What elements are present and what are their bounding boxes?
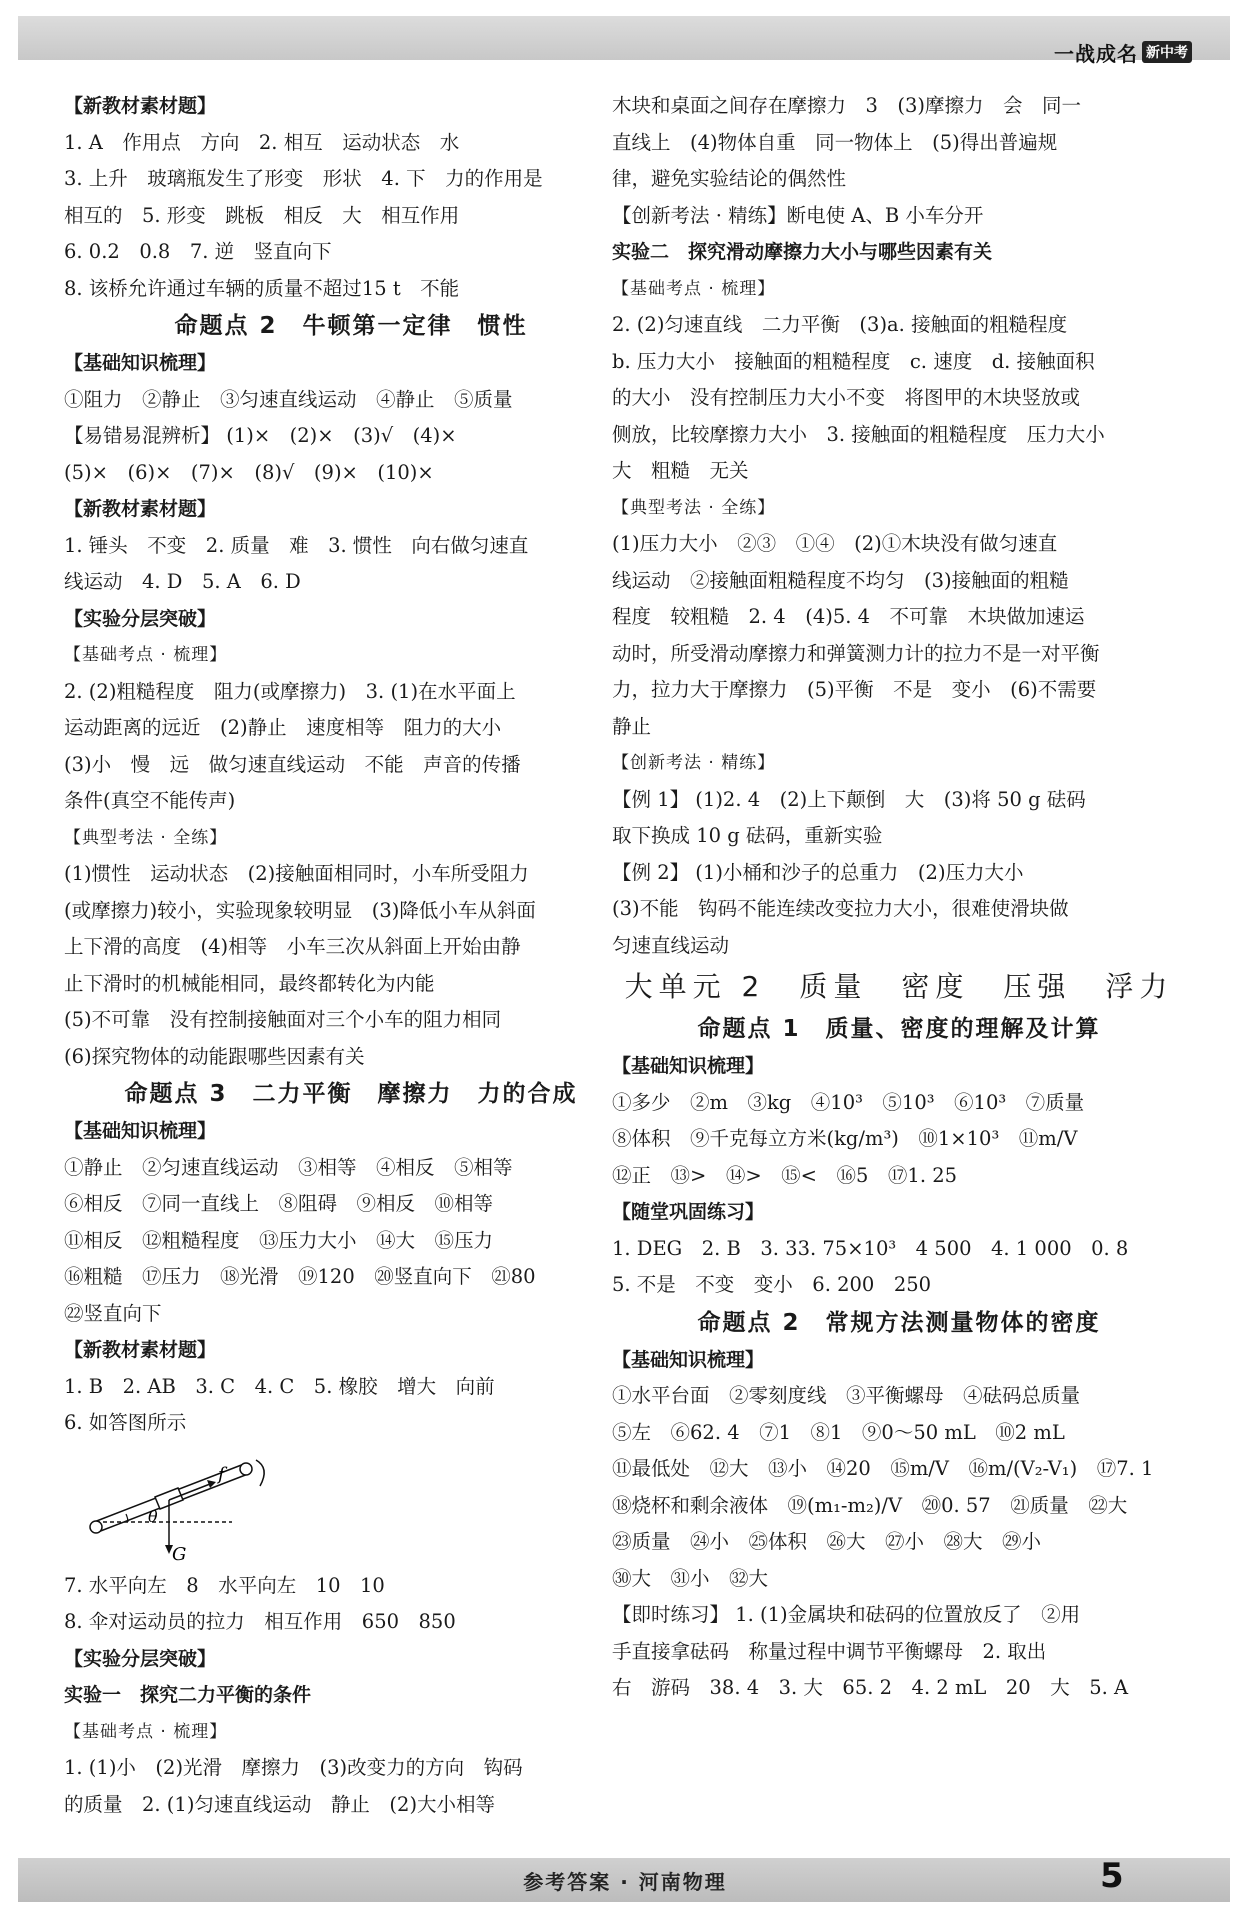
answer-line: 相互的 5. 形变 跳板 相反 大 相互作用: [64, 203, 460, 227]
section-heading: 【随堂巩固练习】: [612, 1201, 765, 1223]
answer-line: (5)× (6)× (7)× (8)√ (9)× (10)×: [64, 460, 434, 484]
footer-title: 参考答案 · 河南物理: [523, 1870, 727, 1894]
subsection-heading: 【基础考点 · 梳理】: [64, 1721, 228, 1742]
answer-line: 大 粗糙 无关: [612, 459, 749, 482]
answer-line: 静止: [612, 714, 652, 738]
section-title: 命题点 3 二力平衡 摩擦力 力的合成: [124, 1081, 578, 1107]
answer-line: 2. (2)粗糙程度 阻力(或摩擦力) 3. (1)在水平面上: [64, 679, 516, 703]
answer-line: ⑯粗糙 ⑰压力 ⑱光滑 ⑲120 ⑳竖直向下 ㉑80: [64, 1265, 536, 1288]
answer-line: (6)探究物体的动能跟哪些因素有关: [64, 1044, 365, 1068]
answer-line: 侧放，比较摩擦力大小 3. 接触面的粗糙程度 压力大小: [612, 422, 1105, 446]
answer-line: 木块和桌面之间存在摩擦力 3 (3)摩擦力 会 同一: [612, 94, 1082, 117]
answer-line: 【易错易混辨析】 (1)× (2)× (3)√ (4)×: [64, 424, 457, 447]
answer-line: 取下换成 10 g 砝码，重新实验: [612, 824, 883, 847]
experiment-title: 实验一 探究二力平衡的条件: [64, 1684, 312, 1706]
answer-line: ⑧体积 ⑨千克每立方米(kg/m³) ⑩1×10³ ⑪m/V: [612, 1127, 1078, 1150]
unit-title: 大单元 2 质量 密度 压强 浮力: [624, 970, 1174, 1003]
section-heading: 【基础知识梳理】: [64, 352, 217, 374]
section-heading: 【实验分层突破】: [64, 607, 217, 630]
answer-line: ⑪相反 ⑫粗糙程度 ⑬压力大小 ⑭大 ⑮压力: [64, 1228, 494, 1252]
figure-label-G: G: [172, 1543, 187, 1562]
header-bar: [18, 16, 1230, 60]
answer-line: 【创新考法 · 精练】断电使 A、B 小车分开: [612, 203, 984, 227]
answer-line: ①静止 ②匀速直线运动 ③相等 ④相反 ⑤相等: [64, 1155, 513, 1179]
answer-line: (3)小 慢 远 做匀速直线运动 不能 声音的传播: [64, 752, 521, 776]
answer-line: 直线上 (4)物体自重 同一物体上 (5)得出普遍规: [612, 130, 1058, 154]
section-heading: 【新教材素材题】: [64, 498, 217, 520]
answer-figure-incline: [64, 1442, 638, 1568]
answer-line: ㉓质量 ㉔小 ㉕体积 ㉖大 ㉗小 ㉘大 ㉙小: [612, 1530, 1042, 1553]
section-heading: 【基础知识梳理】: [64, 1120, 217, 1142]
subsection-heading: 【创新考法 · 精练】: [612, 753, 776, 773]
answer-line: 【即时练习】 1. (1)金属块和砝码的位置放反了 ②用: [612, 1603, 1081, 1626]
answer-line: (3)不能 钩码不能连续改变拉力大小，很难使滑块做: [612, 897, 1069, 920]
figure-label-f: f: [218, 1463, 225, 1485]
subsection-heading: 【基础考点 · 梳理】: [64, 645, 228, 665]
answer-line: ⑥相反 ⑦同一直线上 ⑧阻碍 ⑨相反 ⑩相等: [64, 1192, 494, 1215]
answer-line: (或摩擦力)较小，实验现象较明显 (3)降低小车从斜面: [64, 898, 536, 922]
answer-line: 律，避免实验结论的偶然性: [612, 167, 847, 190]
answer-line: 1. (1)小 (2)光滑 摩擦力 (3)改变力的方向 钩码: [64, 1756, 523, 1779]
answer-line: b. 压力大小 接触面的粗糙程度 c. 速度 d. 接触面积: [612, 349, 1095, 373]
answer-line: (5)不可靠 没有控制接触面对三个小车的阻力相同: [64, 1008, 502, 1031]
answer-line: (1)惯性 运动状态 (2)接触面相同时，小车所受阻力: [64, 862, 529, 885]
answer-line: 的质量 2. (1)匀速直线运动 静止 (2)大小相等: [64, 1792, 496, 1816]
section-title: 命题点 2 牛顿第一定律 惯性: [174, 313, 528, 339]
brand-name: 一战成名: [1054, 41, 1138, 66]
answer-line: ⑱烧杯和剩余液体 ⑲(m₁-m₂)/V ⑳0. 57 ㉑质量 ㉒大: [612, 1493, 1128, 1517]
answer-line: 右 游码 38. 4 3. 大 65. 2 4. 2 mL 20 大 5. A: [612, 1676, 1129, 1699]
right-column: [612, 88, 1186, 1707]
section-heading: 【新教材素材题】: [64, 95, 217, 117]
answer-line: 程度 较粗糙 2. 4 (4)5. 4 不可靠 木块做加速运: [612, 605, 1085, 628]
answer-line: 5. 不是 不变 变小 6. 200 250: [612, 1273, 932, 1296]
answer-line: 1. A 作用点 方向 2. 相互 运动状态 水: [64, 130, 460, 154]
answer-line: ①多少 ②m ③kg ④10³ ⑤10³ ⑥10³ ⑦质量: [612, 1090, 1085, 1114]
answer-line: ①阻力 ②静止 ③匀速直线运动 ④静止 ⑤质量: [64, 387, 513, 411]
answer-line: 的大小 没有控制压力大小不变 将图甲的木块竖放或: [612, 386, 1081, 409]
answer-line: 线运动 4. D 5. A 6. D: [64, 570, 301, 593]
answer-line: ㉚大 ㉛小 ㉜大: [612, 1566, 769, 1590]
answer-line: (1)压力大小 ②③ ①④ (2)①木块没有做匀速直: [612, 532, 1058, 555]
answer-line: 3. 上升 玻璃瓶发生了形变 形状 4. 下 力的作用是: [64, 167, 543, 190]
answer-line: 线运动 ②接触面粗糙程度不均匀 (3)接触面的粗糙: [612, 568, 1069, 592]
answer-line: 动时，所受滑动摩擦力和弹簧测力计的拉力不是一对平衡: [612, 641, 1100, 665]
section-title: 命题点 2 常规方法测量物体的密度: [697, 1309, 1101, 1336]
section-heading: 【基础知识梳理】: [612, 1055, 765, 1077]
answer-line: 力，拉力大于摩擦力 (5)平衡 不是 变小 (6)不需要: [612, 678, 1097, 701]
experiment-title: 实验二 探究滑动摩擦力大小与哪些因素有关: [612, 241, 993, 263]
section-title: 命题点 1 质量、密度的理解及计算: [697, 1016, 1101, 1042]
answer-line: ㉒竖直向下: [64, 1301, 162, 1325]
answer-line: 条件(真空不能传声): [64, 789, 236, 812]
answer-line: 【例 2】 (1)小桶和沙子的总重力 (2)压力大小: [612, 860, 1024, 884]
answer-line: 7. 水平向左 8 水平向左 10 10: [64, 1573, 385, 1597]
brand-tag: 新中考: [1142, 41, 1192, 63]
answer-line: 6. 如答图所示: [64, 1411, 187, 1434]
answer-line: 1. DEG 2. B 3. 33. 75×10³ 4 500 4. 1 000 0. 8: [612, 1236, 1129, 1260]
answer-line: ⑪最低处 ⑫大 ⑬小 ⑭20 ⑮m/V ⑯m/(V₂-V₁) ⑰7. 1: [612, 1457, 1154, 1480]
subsection-heading: 【典型考法 · 全练】: [64, 827, 228, 848]
answer-line: 手直接拿砝码 称量过程中调节平衡螺母 2. 取出: [612, 1639, 1047, 1663]
answer-line: 上下滑的高度 (4)相等 小车三次从斜面上开始由静: [64, 935, 521, 958]
answer-line: 1. 锤头 不变 2. 质量 难 3. 惯性 向右做匀速直: [64, 533, 529, 557]
answer-line: 【例 1】 (1)2. 4 (2)上下颠倒 大 (3)将 50 g 砝码: [612, 787, 1086, 811]
section-heading: 【基础知识梳理】: [612, 1348, 765, 1371]
brand-logo: [1054, 40, 1192, 64]
answer-line: 匀速直线运动: [612, 933, 730, 957]
answer-line: 8. 该桥允许通过车辆的质量不超过15 t 不能: [64, 276, 460, 300]
section-heading: 【新教材素材题】: [64, 1339, 217, 1361]
answer-line: 2. (2)匀速直线 二力平衡 (3)a. 接触面的粗糙程度: [612, 313, 1068, 336]
answer-line: ⑤左 ⑥62. 4 ⑦1 ⑧1 ⑨0～50 mL ⑩2 mL: [612, 1420, 1065, 1444]
answer-line: ①水平台面 ②零刻度线 ③平衡螺母 ④砝码总质量: [612, 1384, 1081, 1407]
answer-line: 止下滑时的机械能相同，最终都转化为内能: [64, 971, 435, 995]
answer-line: 6. 0.2 0.8 7. 逆 竖直向下: [64, 240, 332, 263]
figure-label-theta: θ: [148, 1506, 158, 1526]
answer-line: 8. 伞对运动员的拉力 相互作用 650 850: [64, 1610, 456, 1633]
answer-line: ⑫正 ⑬> ⑭> ⑮< ⑯5 ⑰1. 25: [612, 1163, 958, 1187]
subsection-heading: 【基础考点 · 梳理】: [612, 278, 776, 299]
answer-line: 运动距离的远近 (2)静止 速度相等 阻力的大小: [64, 716, 502, 739]
answer-line: 1. B 2. AB 3. C 4. C 5. 橡胶 增大 向前: [64, 1374, 495, 1398]
page-number: 5: [1100, 1856, 1124, 1896]
section-heading: 【实验分层突破】: [64, 1647, 217, 1670]
left-column: [64, 88, 638, 1823]
subsection-heading: 【典型考法 · 全练】: [612, 497, 776, 518]
